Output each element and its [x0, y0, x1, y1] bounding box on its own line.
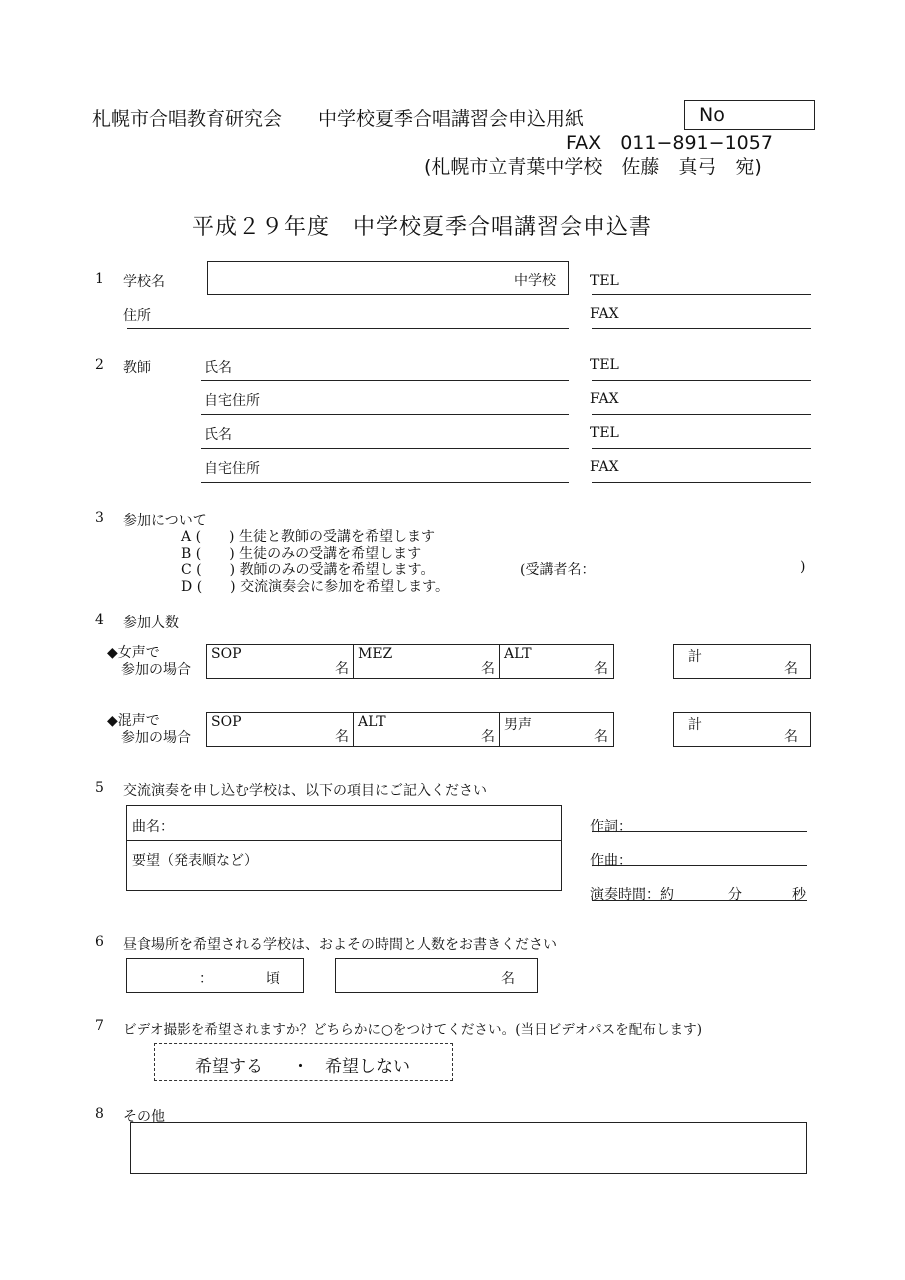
section-number: 2: [95, 357, 104, 373]
page-title: 平成２９年度 中学校夏季合唱講習会申込書: [192, 215, 653, 240]
composer-line[interactable]: [592, 865, 807, 866]
mixed-parts-table: [206, 712, 614, 747]
female-sop-cell[interactable]: [207, 645, 354, 678]
performance-label: 交流演奏を申し込む学校は、以下の項目にご記入ください: [123, 783, 487, 799]
performance-divider: [127, 840, 561, 841]
lunch-count-field[interactable]: [335, 958, 538, 993]
duration-label: 演奏時間：約: [590, 887, 674, 903]
mixed-alt-cell[interactable]: [354, 713, 500, 746]
teacher1-name-label: 氏名: [204, 360, 232, 376]
teacher-label: 教師: [123, 360, 151, 376]
teacher1-fax-label: FAX: [590, 391, 619, 407]
option-letter: B: [181, 546, 192, 562]
section-number: 7: [95, 1018, 104, 1034]
mixed-choir-line1: ◆混声で: [107, 713, 160, 729]
section-number: 3: [95, 510, 104, 526]
part-label: SOP: [211, 714, 242, 730]
unit-label: 名: [784, 729, 798, 745]
part-label: MEZ: [358, 646, 393, 662]
performance-box: [126, 805, 562, 891]
part-label: ALT: [504, 646, 532, 662]
other-field[interactable]: [130, 1122, 807, 1174]
unit-label: 名: [784, 661, 798, 677]
school-address-label: 住所: [123, 308, 151, 324]
song-title-label: 曲名：: [132, 819, 174, 835]
female-choir-label: [107, 645, 191, 679]
headcount-label: 参加人数: [123, 615, 179, 631]
unit-label: 名: [481, 729, 495, 745]
option-text: 生徒のみの受講を希望します: [239, 546, 422, 562]
request-field[interactable]: [127, 842, 561, 890]
option-checkbox[interactable]: ( ): [195, 529, 235, 545]
addressee: (札幌市立青葉中学校 佐藤 真弓 宛): [424, 156, 762, 178]
mixed-male-cell[interactable]: [500, 713, 612, 746]
option-text: 教師のみの受講を希望します。: [239, 562, 435, 578]
section-number: 8: [95, 1106, 104, 1122]
school-name-label: 学校名: [123, 274, 165, 290]
mixed-sop-cell[interactable]: [207, 713, 354, 746]
unit-label: 名: [335, 729, 349, 745]
option-d[interactable]: [181, 576, 449, 596]
school-suffix: 中学校: [514, 273, 556, 289]
teacher1-tel-line[interactable]: [592, 380, 811, 381]
school-tel-line[interactable]: [592, 294, 811, 295]
teacher2-address-line[interactable]: [201, 482, 569, 483]
unit-label: 名: [594, 729, 608, 745]
option-checkbox[interactable]: ( ): [196, 562, 236, 578]
option-text: 生徒と教師の受講を希望します: [238, 529, 435, 545]
school-fax-label: FAX: [590, 306, 619, 322]
school-address-line[interactable]: [127, 328, 569, 329]
part-label: ALT: [358, 714, 386, 730]
attendee-name-close: ): [800, 559, 806, 575]
section-number: 6: [95, 934, 104, 950]
unit-label: 名: [335, 661, 349, 677]
school-fax-line[interactable]: [592, 328, 811, 329]
time-colon: ：: [199, 971, 213, 987]
school-name-field[interactable]: [207, 261, 569, 295]
unit-label: 名: [594, 661, 608, 677]
female-choir-line2: 参加の場合: [121, 662, 191, 678]
teacher2-address-label: 自宅住所: [204, 461, 260, 477]
fax-line: FAX 011−891−1057: [566, 132, 773, 154]
composer-label: 作曲：: [590, 853, 632, 869]
mixed-choir-line2: 参加の場合: [121, 730, 191, 746]
female-alt-cell[interactable]: [500, 645, 612, 678]
form-name: 中学校夏季合唱講習会申込用紙: [318, 108, 585, 130]
attendee-name-label: (受講者名：: [520, 562, 596, 578]
teacher2-name-line[interactable]: [201, 448, 569, 449]
no-label: No: [699, 104, 725, 126]
total-label: 計: [688, 717, 702, 733]
other-label: その他: [123, 1109, 165, 1125]
lunch-time-field[interactable]: [126, 958, 304, 993]
teacher1-address-label: 自宅住所: [204, 393, 260, 409]
female-parts-table: [206, 644, 614, 679]
request-label: 要望（発表順など）: [132, 853, 258, 869]
unit-label: 名: [481, 661, 495, 677]
teacher1-tel-label: TEL: [590, 357, 619, 373]
total-label: 計: [688, 649, 702, 665]
teacher2-tel-label: TEL: [590, 425, 619, 441]
option-checkbox[interactable]: ( ): [196, 579, 236, 595]
part-label: 男声: [504, 717, 532, 733]
teacher2-fax-label: FAX: [590, 459, 619, 475]
video-no-option[interactable]: 希望しない: [325, 1057, 410, 1077]
option-letter: A: [181, 529, 192, 545]
school-tel-label: TEL: [590, 273, 619, 289]
time-suffix: 頃: [266, 971, 280, 987]
option-letter: D: [181, 579, 193, 595]
video-choice-box: [154, 1043, 453, 1081]
lyricist-label: 作詞：: [590, 819, 632, 835]
minutes-label: 分: [728, 887, 742, 903]
teacher1-name-line[interactable]: [201, 380, 569, 381]
count-suffix: 名: [501, 971, 515, 987]
option-letter: C: [181, 562, 192, 578]
section-number: 1: [95, 271, 104, 287]
lunch-label: 昼食場所を希望される学校は、およその時間と人数をお書きください: [123, 937, 557, 953]
part-label: SOP: [211, 646, 242, 662]
mixed-choir-label: [107, 713, 191, 747]
participation-label: 参加について: [123, 513, 207, 529]
teacher1-fax-line[interactable]: [592, 414, 811, 415]
option-text: 交流演奏会に参加を希望します。: [240, 579, 449, 595]
video-yes-option[interactable]: 希望する: [195, 1057, 263, 1077]
teacher2-fax-line[interactable]: [592, 482, 811, 483]
section-number: 5: [95, 780, 104, 796]
no-box[interactable]: [684, 100, 815, 130]
mixed-total-cell[interactable]: [673, 712, 811, 747]
option-checkbox[interactable]: ( ): [195, 546, 235, 562]
lyricist-line[interactable]: [592, 831, 807, 832]
teacher2-tel-line[interactable]: [592, 448, 811, 449]
song-title-field[interactable]: [127, 806, 561, 840]
section-number: 4: [95, 612, 104, 628]
seconds-label: 秒: [792, 887, 806, 903]
org-name: 札幌市合唱教育研究会: [92, 108, 283, 130]
duration-line[interactable]: [592, 900, 807, 901]
female-choir-line1: ◆女声で: [107, 645, 160, 661]
teacher1-address-line[interactable]: [201, 414, 569, 415]
video-separator: ・: [292, 1057, 309, 1077]
teacher2-name-label: 氏名: [204, 427, 232, 443]
female-mez-cell[interactable]: [354, 645, 500, 678]
female-total-cell[interactable]: [673, 644, 811, 679]
video-label: ビデオ撮影を希望されますか？どちらかに○をつけてください。(当日ビデオパスを配布します): [123, 1022, 702, 1038]
